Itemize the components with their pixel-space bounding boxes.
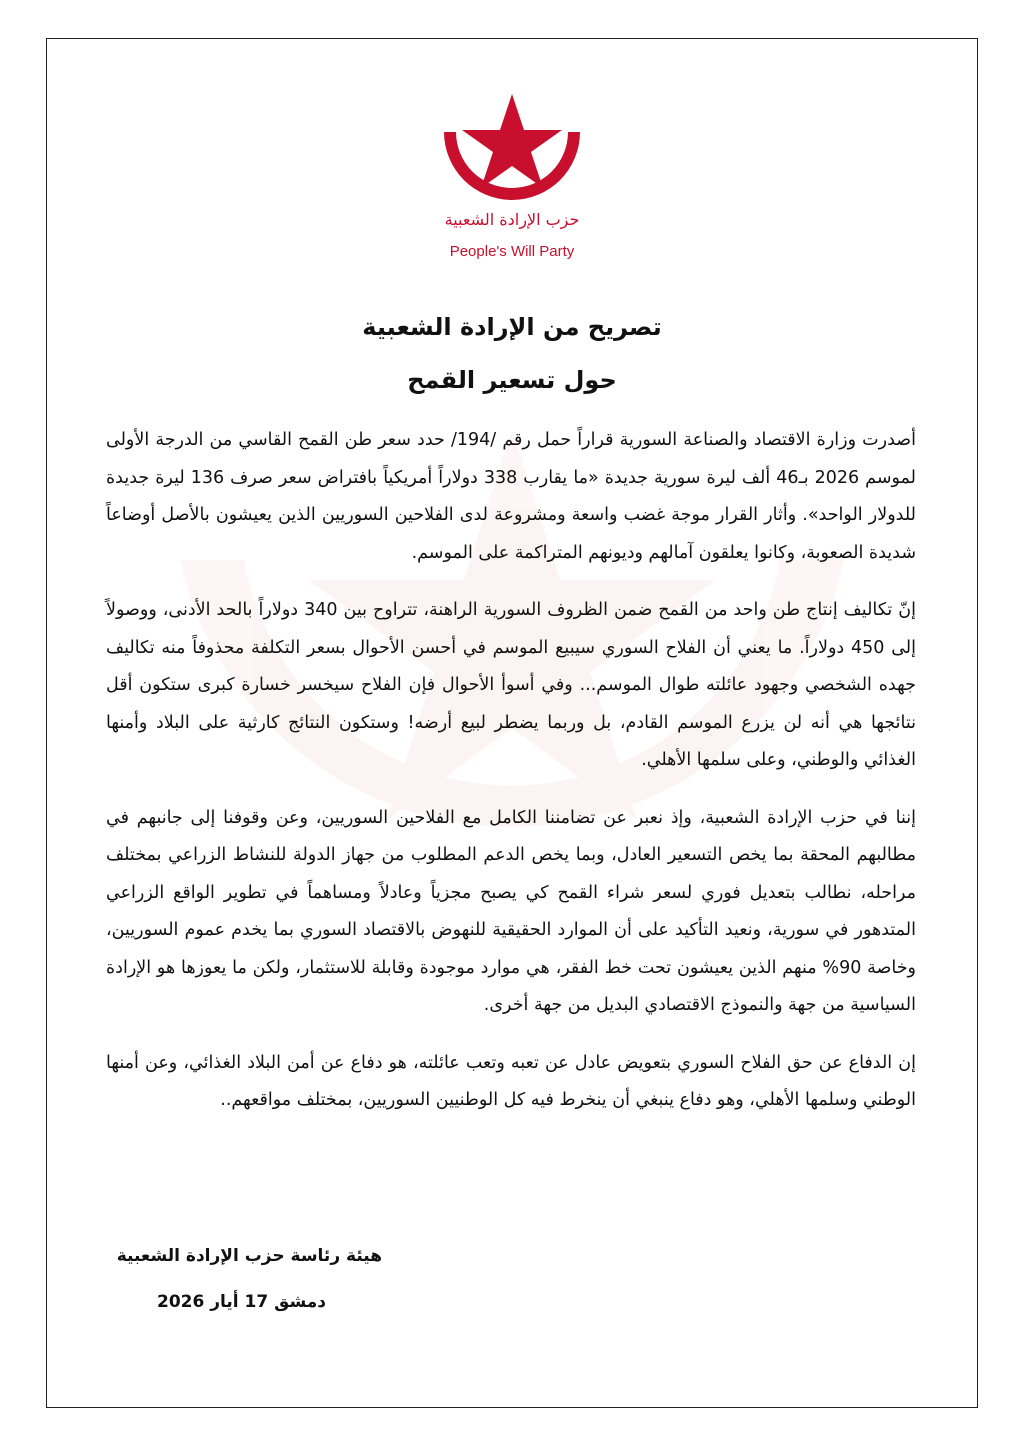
paragraph-3: إننا في حزب الإرادة الشعبية، وإذ نعبر عن تضامننا الكامل مع الفلاحين السوريين، وعن وقوفنا إلى جانبهم في مطالبهم المحقة بما يخص التسعير العادل، وبما يخص الدعم المطلوب من جهاز الدولة للنشاط الزراعي بمختلف مراحله، نطالب بتعديل فوري لسعر شراء القمح كي يصبح مجزياً وعادلاً ومساهماً في تطوير الواقع الزراعي المتدهور في سورية، ونعيد التأكيد على أن الموارد الحقيقية للنهوض بالاقتصاد السوري بما يخدم عموم السوريين، وخاصة 90% منهم الذين يعيشون تحت خط الفقر، هي موارد موجودة وقابلة للاستثمار، ولكن ما يعوزها هو الإرادة السياسية من جهة والنموذج الاقتصادي البديل من جهة أخرى.: [106, 807, 916, 1015]
logo-arabic-name: حزب الإرادة الشعبية: [444, 210, 580, 229]
signature: هيئة رئاسة حزب الإرادة الشعبية: [116, 1246, 382, 1266]
paragraph-1: أصدرت وزارة الاقتصاد والصناعة السورية قراراً حمل رقم /194/ حدد سعر طن القمح القاسي من الدرجة الأولى لموسم 2026 بـ46 ألف ليرة سورية جديدة «ما يقارب 338 دولاراً أمريكياً بافتراض سعر صرف 136 ليرة جديدة للدولار الواحد». وأثار القرار موجة غضب واسعة ومشروعة لدى الفلاحين السوريين الذين يعيشون بالأصل أوضاعاً شديدة الصعوبة، وكانوا يعلقون آمالهم وديونهم المتراكمة على الموسم.: [106, 430, 917, 563]
statement-body: [106, 422, 916, 1140]
paragraph-4: إن الدفاع عن حق الفلاح السوري بتعويض عادل عن تعبه وتعب عائلته، هو دفاع عن أمن البلاد الغذائي، وعن أمنها الوطني وسلمها الأهلي، وهو دفاع ينبغي أن ينخرط فيه كل الوطنيين السوريين، بمختلف مواقعهم..: [106, 1052, 916, 1110]
date-line: دمشق 17 أيار 2026: [156, 1292, 326, 1312]
statement-title: تصريح من الإرادة الشعبية: [362, 313, 662, 341]
logo-english-name: People's Will Party: [449, 243, 575, 260]
statement-subtitle: حول تسعير القمح: [407, 366, 617, 394]
paragraph-2: إنّ تكاليف إنتاج طن واحد من القمح ضمن الظروف السورية الراهنة، تتراوح بين 340 دولاراً بالحد الأدنى، ووصولاً إلى 450 دولاراً. ما يعني أن الفلاح السوري سيبيع الموسم في أحسن الأحوال بسعر التكلفة محذوفاً منه تكاليف جهده الشخصي وجهود عائلته طوال الموسم... وفي أسوأ الأحوال فإن الفلاح سيخسر خسارة كبرى ستكون أقل نتائجها هي أنه لن يزرع الموسم القادم، بل وربما يضطر لبيع أرضه! وستكون النتائج كارثية على البلاد وأمنها الغذائي والوطني، وعلى سلمها الأهلي.: [106, 600, 916, 770]
